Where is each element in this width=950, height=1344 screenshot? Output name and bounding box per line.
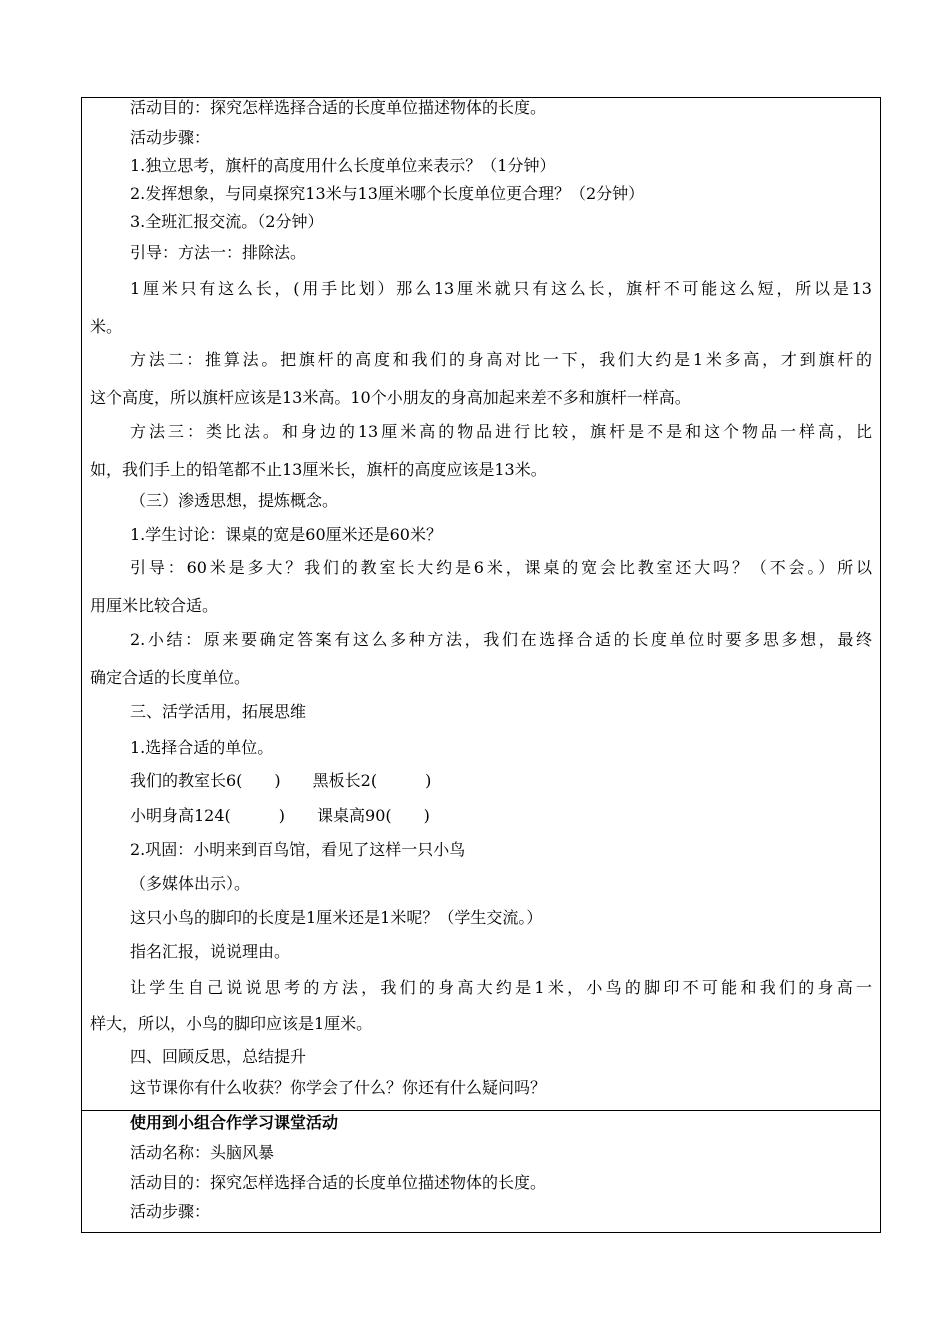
activity-name-line: 活动名称：头脑风暴 [130, 1143, 275, 1162]
section-heading-3: （三）渗透思想，提炼概念。 [130, 491, 339, 510]
paragraph-line: 引导：60米是多大？我们的教室长大约是6米，课桌的宽会比教室还大吗？（不会。）所以 [130, 558, 872, 577]
paragraph-line: 方法三：类比法。和身边的13厘米高的物品进行比较，旗杆是不是和这个物品一样高，比 [130, 422, 872, 441]
exercise-line: 我们的教室长6( ) 黑板长2( ) [130, 771, 432, 790]
guide-method-1-line: 引导：方法一：排除法。 [130, 243, 307, 262]
report-line: 指名汇报，说说理由。 [130, 942, 291, 961]
activity-goal-line: 活动目的：探究怎样选择合适的长度单位描述物体的长度。 [130, 1173, 547, 1192]
row-divider [82, 1110, 880, 1111]
consolidate-line: 2.巩固：小明来到百鸟馆，看见了这样一只小鸟 [130, 840, 466, 859]
paragraph-line: 如，我们手上的铅笔都不止13厘米长，旗杆的高度应该是13米。 [90, 460, 547, 479]
paragraph-line: 让学生自己说说思考的方法，我们的身高大约是1米，小鸟的脚印不可能和我们的身高一 [130, 978, 872, 997]
paragraph-line: 用厘米比较合适。 [90, 596, 219, 615]
activity-steps-label: 活动步骤： [130, 1202, 211, 1221]
discussion-line: 1.学生讨论：课桌的宽是60厘米还是60米？ [130, 525, 442, 544]
paragraph-line: 确定合适的长度单位。 [90, 668, 251, 687]
step-3-line: 3.全班汇报交流。（2分钟） [130, 212, 324, 231]
section-heading-si: 四、回顾反思，总结提升 [130, 1047, 307, 1066]
lesson-table [81, 97, 881, 1233]
step-1-line: 1.独立思考，旗杆的高度用什么长度单位来表示？（1分钟） [130, 156, 556, 175]
exercise-line: 1.选择合适的单位。 [130, 738, 274, 757]
paragraph-line: 米。 [90, 317, 123, 336]
paragraph-line: 样大，所以，小鸟的脚印应该是1厘米。 [90, 1014, 373, 1033]
activity-steps-label: 活动步骤： [130, 128, 211, 147]
paragraph-line: 方法二：推算法。把旗杆的高度和我们的身高对比一下，我们大约是1米多高，才到旗杆的 [130, 350, 872, 369]
media-line: （多媒体出示）。 [130, 874, 251, 893]
question-line: 这只小鸟的脚印的长度是1厘米还是1米呢？（学生交流。） [130, 908, 543, 927]
exercise-line: 小明身高124( ) 课桌高90( ) [130, 806, 430, 825]
paragraph-line: 2.小结：原来要确定答案有这么多种方法，我们在选择合适的长度单位时要多思多想，最终 [130, 630, 872, 649]
activity-goal-line: 活动目的：探究怎样选择合适的长度单位描述物体的长度。 [130, 98, 547, 117]
paragraph-line: 这个高度，所以旗杆应该是13米高。10个小朋友的身高加起来差不多和旗杆一样高。 [90, 388, 691, 407]
group-activity-heading: 使用到小组合作学习课堂活动 [130, 1113, 339, 1132]
step-2-line: 2.发挥想象，与同桌探究13米与13厘米哪个长度单位更合理？（2分钟） [130, 184, 645, 203]
reflection-line: 这节课你有什么收获？你学会了什么？你还有什么疑问吗？ [130, 1078, 547, 1097]
paragraph-line: 1厘米只有这么长，(用手比划）那么13厘米就只有这么长，旗杆不可能这么短，所以是13 [130, 279, 872, 298]
section-heading-san: 三、活学活用，拓展思维 [130, 702, 307, 721]
